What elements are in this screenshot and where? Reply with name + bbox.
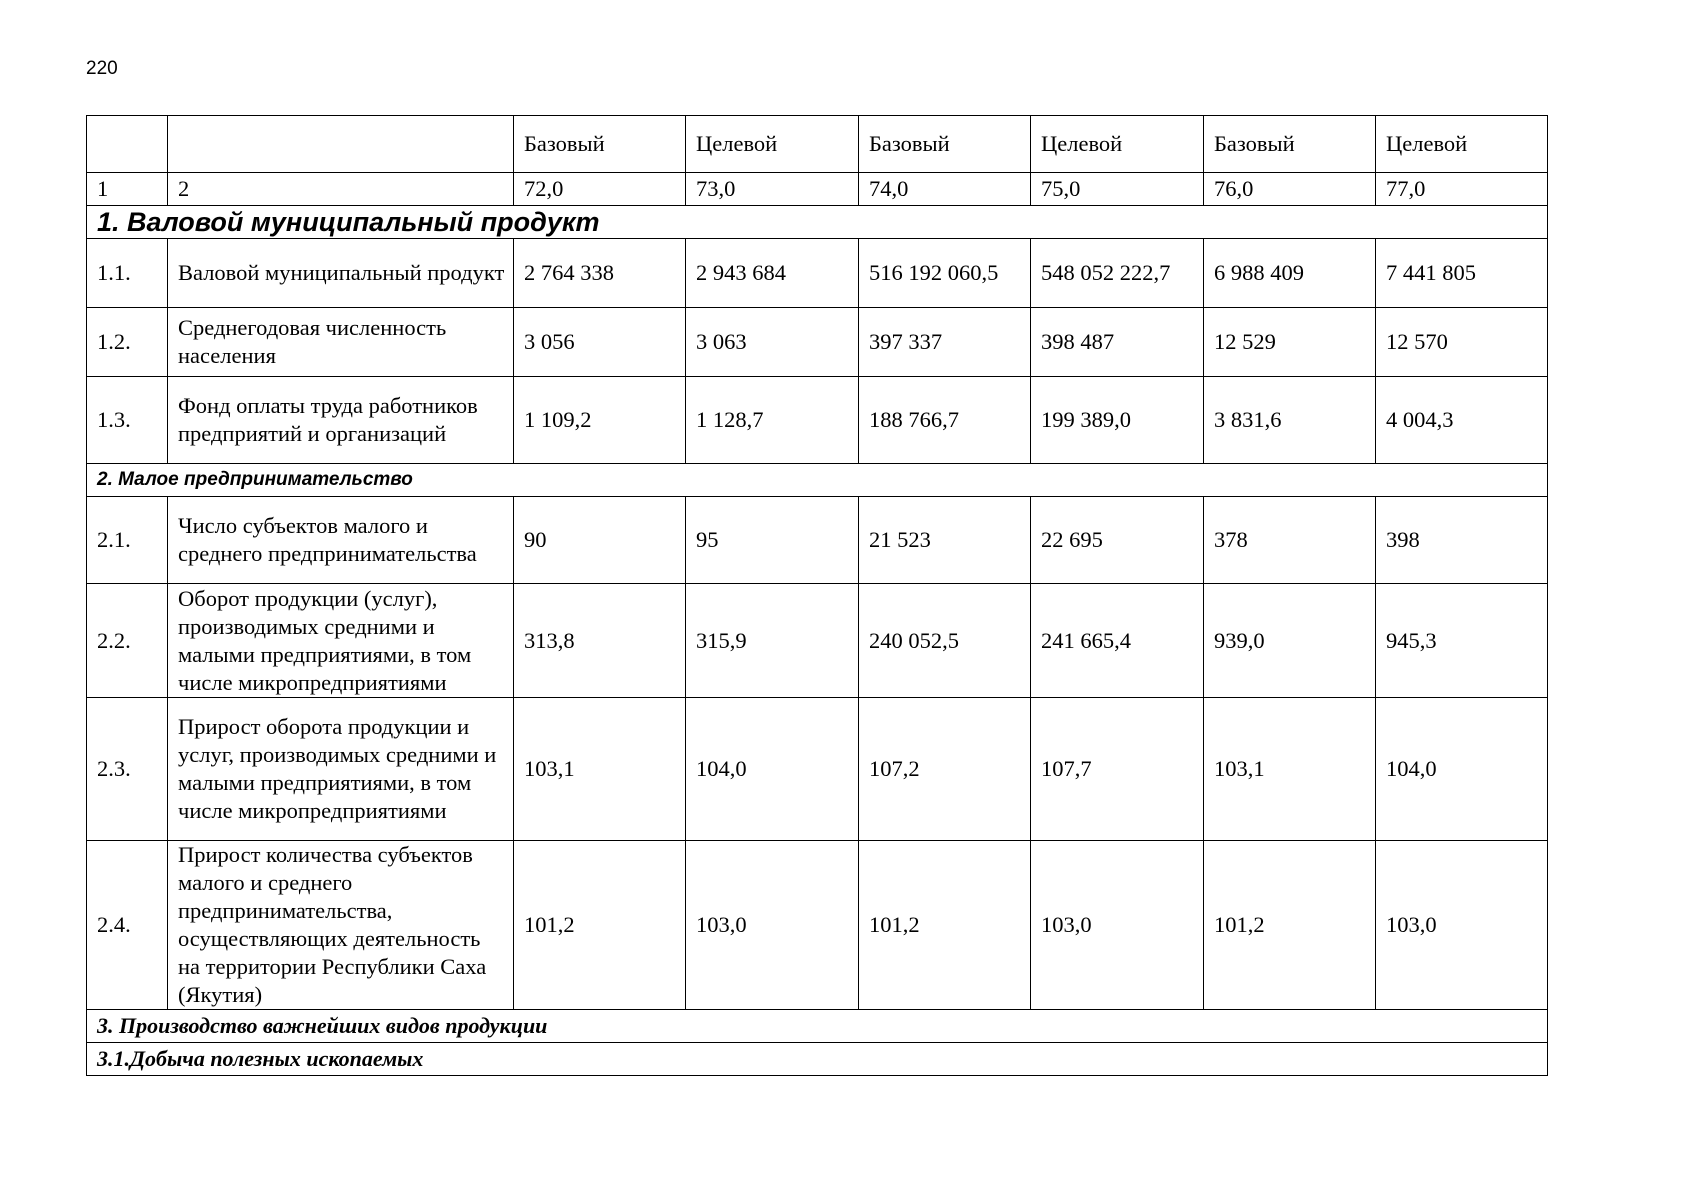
- header-cell: Базовый: [1204, 116, 1376, 173]
- value-cell: 6 988 409: [1204, 239, 1376, 308]
- value-cell: 7 441 805: [1376, 239, 1548, 308]
- row-label: Число субъектов малого и среднего предпринимательства: [168, 497, 514, 584]
- header-cell: Целевой: [1376, 116, 1548, 173]
- value-cell: 104,0: [686, 698, 859, 841]
- section-row: [87, 464, 1548, 497]
- table-row: [87, 698, 1548, 841]
- table-row: [87, 308, 1548, 377]
- value-cell: 104,0: [1376, 698, 1548, 841]
- header-cell: Базовый: [859, 116, 1031, 173]
- value-cell: 548 052 222,7: [1031, 239, 1204, 308]
- column-number-cell: 1: [87, 173, 168, 206]
- column-number-cell: 72,0: [514, 173, 686, 206]
- row-number: 1.1.: [87, 239, 168, 308]
- value-cell: 107,7: [1031, 698, 1204, 841]
- value-cell: 1 109,2: [514, 377, 686, 464]
- row-number: 2.1.: [87, 497, 168, 584]
- table-row: [87, 841, 1548, 1010]
- value-cell: 3 063: [686, 308, 859, 377]
- value-cell: 315,9: [686, 584, 859, 698]
- header-cell: [168, 116, 514, 173]
- header-cell: Базовый: [514, 116, 686, 173]
- value-cell: 3 831,6: [1204, 377, 1376, 464]
- value-cell: 107,2: [859, 698, 1031, 841]
- row-label: Прирост оборота продукции и услуг, производимых средними и малыми предприятиями, в том числе микропредприятиями: [168, 698, 514, 841]
- value-cell: 103,0: [686, 841, 859, 1010]
- value-cell: 188 766,7: [859, 377, 1031, 464]
- value-cell: 398 487: [1031, 308, 1204, 377]
- value-cell: 2 943 684: [686, 239, 859, 308]
- row-number: 2.2.: [87, 584, 168, 698]
- value-cell: 240 052,5: [859, 584, 1031, 698]
- column-number-cell: 75,0: [1031, 173, 1204, 206]
- section-title-2: 2. Малое предпринимательство: [87, 464, 1548, 497]
- header-cell: Целевой: [1031, 116, 1204, 173]
- section-row: [87, 1043, 1548, 1076]
- row-label: Валовой муниципальный продукт: [168, 239, 514, 308]
- row-number: 1.3.: [87, 377, 168, 464]
- value-cell: 103,0: [1376, 841, 1548, 1010]
- column-number-cell: 77,0: [1376, 173, 1548, 206]
- header-row: [87, 116, 1548, 173]
- row-label: Фонд оплаты труда работников предприятий и организаций: [168, 377, 514, 464]
- value-cell: 95: [686, 497, 859, 584]
- value-cell: 241 665,4: [1031, 584, 1204, 698]
- table-row: [87, 239, 1548, 308]
- section-title-3-1: 3.1.Добыча полезных ископаемых: [87, 1043, 1548, 1076]
- value-cell: 12 529: [1204, 308, 1376, 377]
- value-cell: 101,2: [514, 841, 686, 1010]
- value-cell: 101,2: [1204, 841, 1376, 1010]
- value-cell: 21 523: [859, 497, 1031, 584]
- value-cell: 101,2: [859, 841, 1031, 1010]
- value-cell: 1 128,7: [686, 377, 859, 464]
- value-cell: 516 192 060,5: [859, 239, 1031, 308]
- row-label: Прирост количества субъектов малого и среднего предпринимательства, осуществляющих деятельность на территории Республики Саха (Якутия): [168, 841, 514, 1010]
- value-cell: 313,8: [514, 584, 686, 698]
- row-number: 2.3.: [87, 698, 168, 841]
- column-number-cell: 76,0: [1204, 173, 1376, 206]
- row-number: 2.4.: [87, 841, 168, 1010]
- value-cell: 397 337: [859, 308, 1031, 377]
- value-cell: 4 004,3: [1376, 377, 1548, 464]
- header-cell: [87, 116, 168, 173]
- column-number-cell: 74,0: [859, 173, 1031, 206]
- value-cell: 103,1: [1204, 698, 1376, 841]
- value-cell: 378: [1204, 497, 1376, 584]
- header-cell: Целевой: [686, 116, 859, 173]
- column-number-cell: 73,0: [686, 173, 859, 206]
- page-number: 220: [86, 58, 118, 79]
- value-cell: 12 570: [1376, 308, 1548, 377]
- value-cell: 945,3: [1376, 584, 1548, 698]
- value-cell: 3 056: [514, 308, 686, 377]
- section-row: [87, 1010, 1548, 1043]
- section-row: [87, 206, 1548, 239]
- column-number-row: [87, 173, 1548, 206]
- column-number-cell: 2: [168, 173, 514, 206]
- value-cell: 103,0: [1031, 841, 1204, 1010]
- value-cell: 90: [514, 497, 686, 584]
- value-cell: 22 695: [1031, 497, 1204, 584]
- table-row: [87, 497, 1548, 584]
- value-cell: 398: [1376, 497, 1548, 584]
- value-cell: 199 389,0: [1031, 377, 1204, 464]
- table-row: [87, 377, 1548, 464]
- section-title-3: 3. Производство важнейших видов продукции: [87, 1010, 1548, 1043]
- section-title-1: 1. Валовой муниципальный продукт: [87, 206, 1548, 239]
- row-number: 1.2.: [87, 308, 168, 377]
- row-label: Оборот продукции (услуг), производимых средними и малыми предприятиями, в том числе микропредприятиями: [168, 584, 514, 698]
- table-row: [87, 584, 1548, 698]
- value-cell: 103,1: [514, 698, 686, 841]
- row-label: Среднегодовая численность населения: [168, 308, 514, 377]
- indicators-table: [86, 115, 1548, 1076]
- value-cell: 939,0: [1204, 584, 1376, 698]
- value-cell: 2 764 338: [514, 239, 686, 308]
